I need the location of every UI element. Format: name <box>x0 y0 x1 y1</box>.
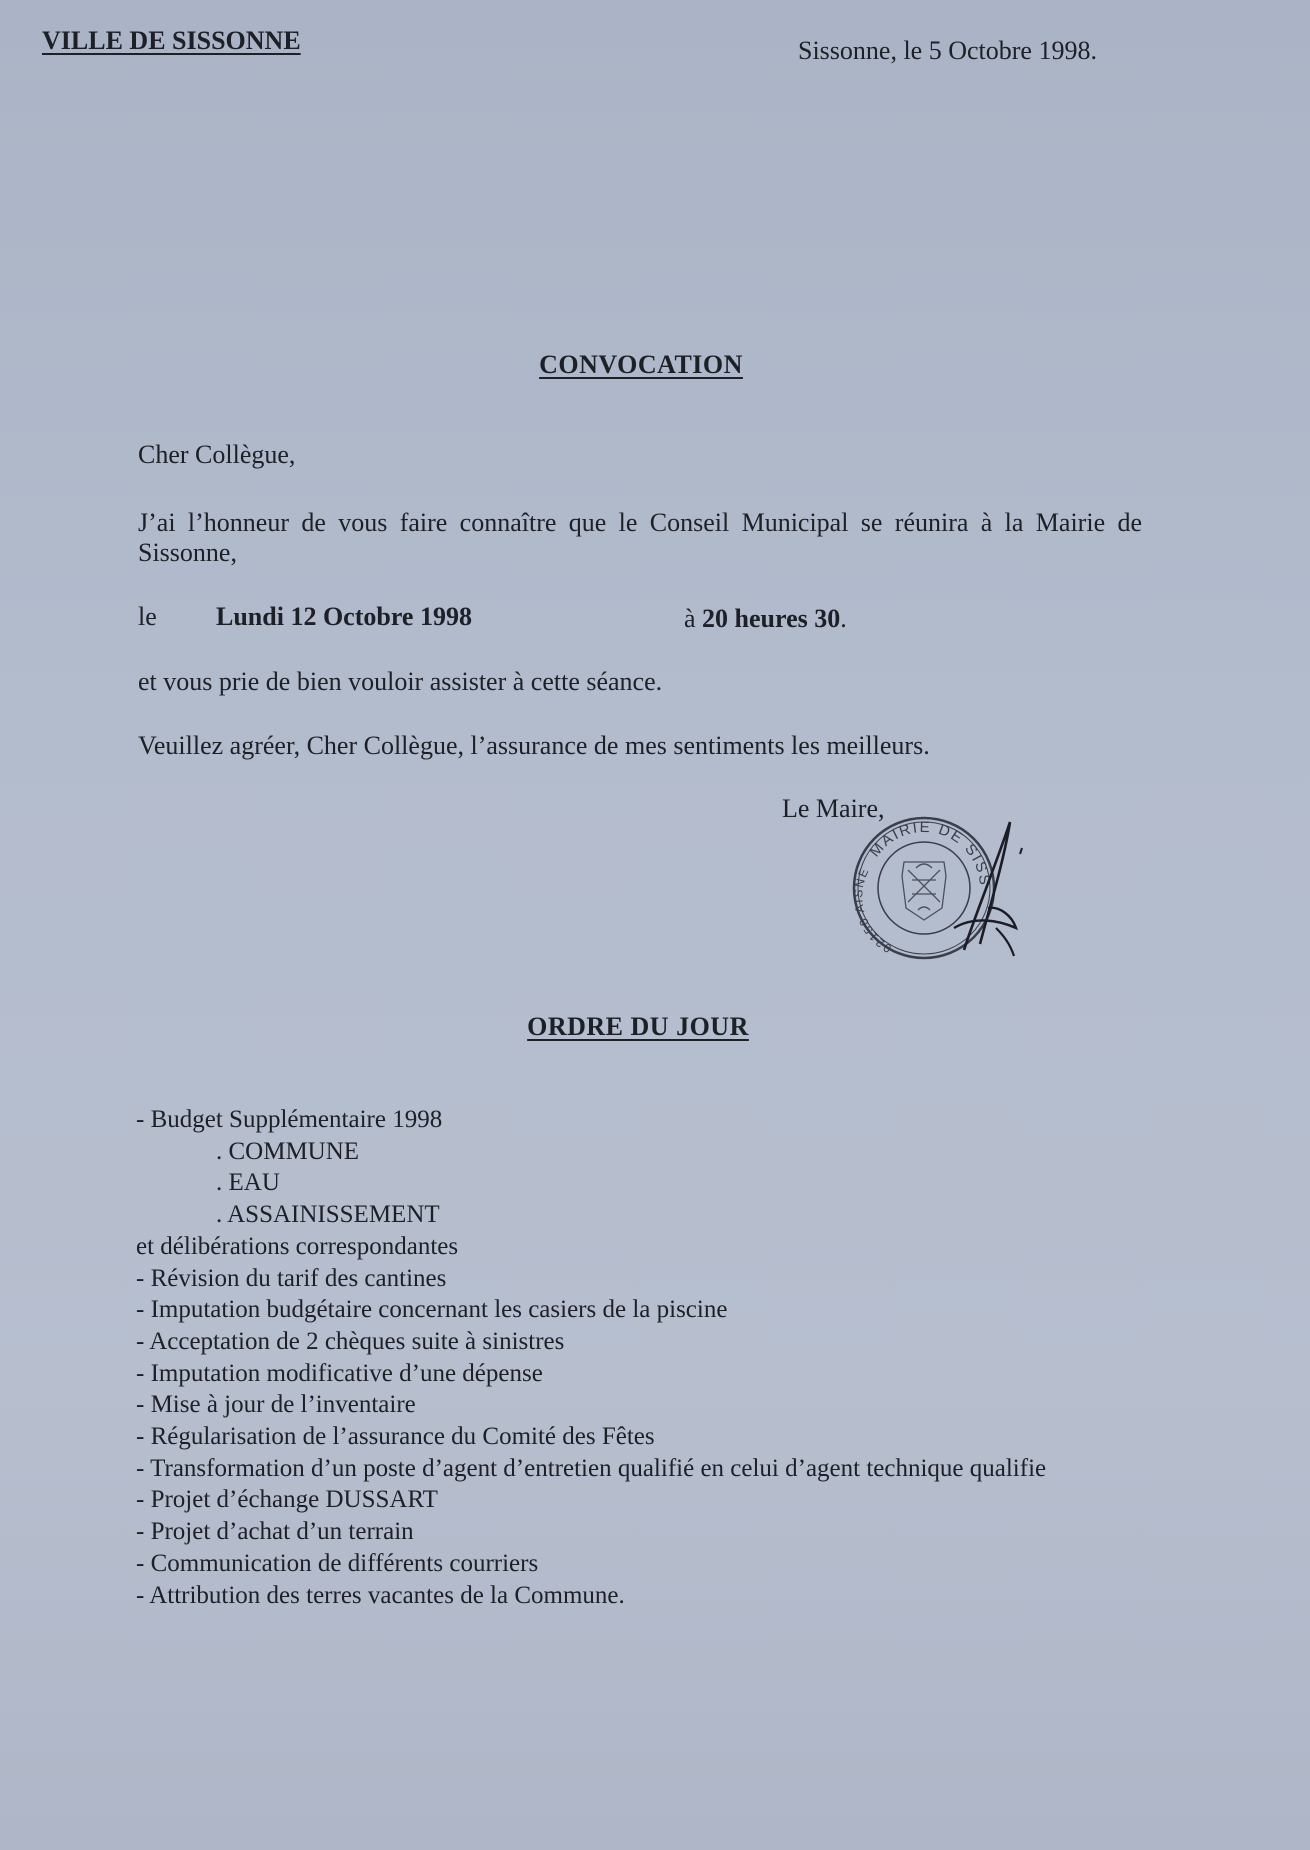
intro-paragraph: J’ai l’honneur de vous faire connaître que le Conseil Municipal se réunira à la Mairie de Sissonne, <box>138 508 1142 567</box>
agenda-item: - Transformation d’un poste d’agent d’entretien qualifié en celui d’agent technique qualifie <box>136 1454 1047 1482</box>
meeting-date: Lundi 12 Octobre 1998 <box>216 602 472 631</box>
meeting-time-prefix: à <box>684 604 696 633</box>
municipality-header: VILLE DE SISSONNE <box>42 26 301 55</box>
agenda-list <box>136 1104 1046 1611</box>
agenda-item: - Projet d’échange DUSSART <box>136 1486 438 1514</box>
signature-dot <box>1020 848 1022 854</box>
agenda-item: - Projet d’achat d’un terrain <box>136 1518 414 1546</box>
agenda-subitem: . ASSAINISSEMENT <box>216 1201 440 1229</box>
meeting-prefix: le <box>138 602 157 631</box>
agenda-item: - Révision du tarif des cantines <box>136 1264 447 1292</box>
stamp-emblem <box>902 862 946 920</box>
agenda-budget-item: - Budget Supplémentaire 1998 <box>136 1106 443 1133</box>
place-date: Sissonne, le 5 Octobre 1998. <box>798 36 1097 65</box>
signatory: Le Maire, <box>782 794 885 823</box>
closing-line: Veuillez agréer, Cher Collègue, l’assurance de mes sentiments les meilleurs. <box>138 731 930 760</box>
salutation: Cher Collègue, <box>138 440 296 469</box>
meeting-time: 20 heures 30 <box>702 604 841 633</box>
stamp-and-signature <box>846 810 1056 970</box>
agenda-budget-followup: et délibérations correspondantes <box>136 1232 459 1260</box>
agenda-item: - Communication de différents courriers <box>136 1549 539 1577</box>
agenda-item: - Mise à jour de l’inventaire <box>136 1391 416 1419</box>
svg-text:02150 AISNE <box>851 865 894 956</box>
mairie-stamp-seal <box>846 810 1056 970</box>
agenda-item: - Régularisation de l’assurance du Comité des Fêtes <box>136 1423 655 1451</box>
document-title: CONVOCATION <box>539 350 743 379</box>
agenda-item: - Imputation modificative d’une dépense <box>136 1359 543 1387</box>
signature-stroke-3 <box>996 928 1014 956</box>
meeting-time-suffix: . <box>840 604 847 633</box>
meeting-time-line <box>684 604 847 634</box>
agenda-subitem: . EAU <box>216 1169 280 1197</box>
agenda-title: ORDRE DU JOUR <box>527 1012 749 1041</box>
stamp-text-left: 02150 AISNE <box>851 865 894 956</box>
agenda-item: - Attribution des terres vacantes de la Commune. <box>136 1581 625 1609</box>
agenda-subitem: . COMMUNE <box>216 1137 360 1165</box>
agenda-item: - Acceptation de 2 chèques suite à sinistres <box>136 1327 565 1355</box>
agenda-item: - Imputation budgétaire concernant les casiers de la piscine <box>136 1296 728 1324</box>
request-line: et vous prie de bien vouloir assister à cette séance. <box>138 667 663 696</box>
stamp-text-top: MAIRIE DE SISS <box>866 818 994 888</box>
